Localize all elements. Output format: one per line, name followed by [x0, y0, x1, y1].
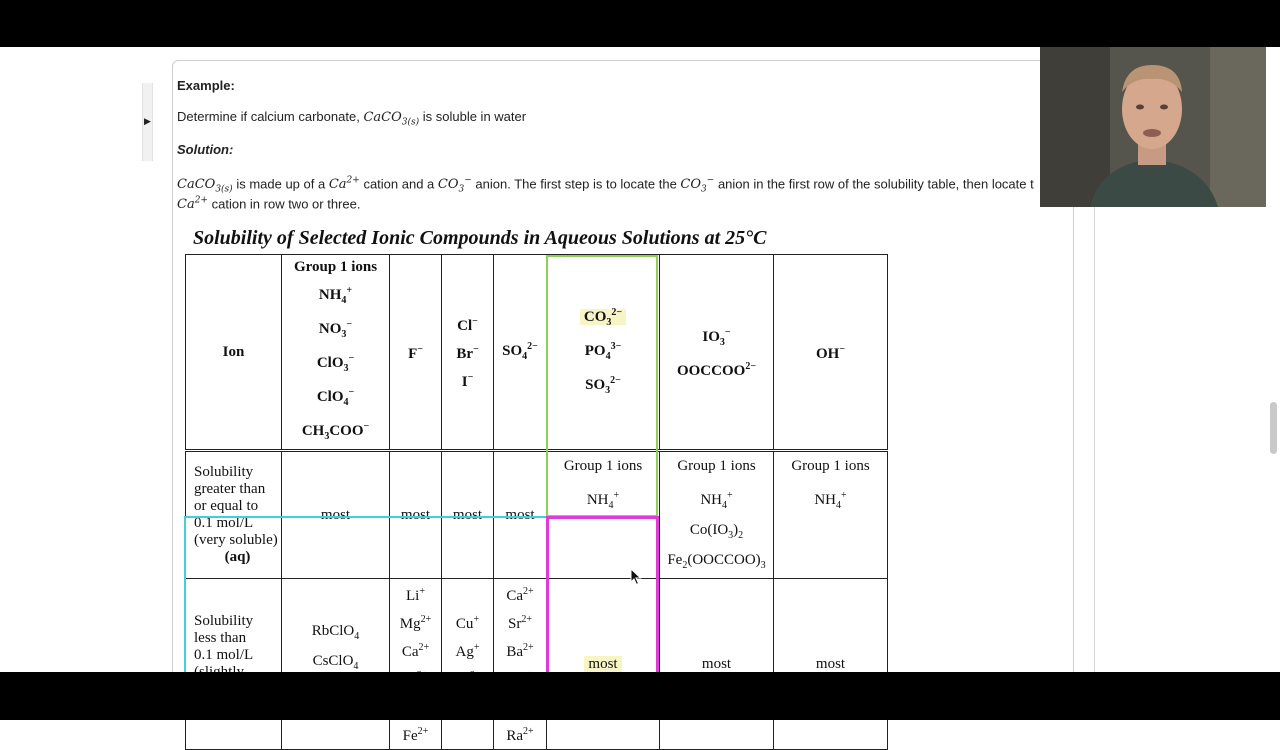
cell-fluoride-slightly-soluble: Li+ $Mg^{2+}$ $Ca^{2+}$ $Fe^{2+}$ [390, 579, 442, 750]
header-fluoride: F− [390, 255, 442, 451]
cell-carbonate-very-soluble: Group 1 ions $NH_4^+$ [547, 451, 660, 579]
cell-most: most [494, 451, 547, 579]
video-letterbox-top [0, 0, 1280, 47]
solution-heading: Solution: [177, 142, 234, 157]
solution-line-1: CaCO$_{3(s)}$ is made up of a $Ca^{2+}$ cation and a $CO_3^-$ anion. The first step is to locate the $CO_3^-$ anion in the first row of the solubility table, then locate t [177, 176, 1034, 195]
sidebar-toggle[interactable] [142, 83, 153, 161]
header-halides: Cl− Br− I− [442, 255, 494, 451]
presenter-video-icon [1040, 47, 1266, 207]
header-hydroxide: OH− [774, 255, 888, 451]
table-title: Solubility of Selected Ionic Compounds in Aqueous Solutions at 25°C [193, 227, 767, 249]
cell-most: most [390, 451, 442, 579]
header-group1-column: Group 1 ions $NH_4^+$ $NO_3^-$ ClO$_3$− ClO$_4$− $CH_3COO^-$ [282, 255, 390, 451]
solution-line-2: $Ca^{2+}$ cation in row two or three. [177, 196, 361, 213]
most-highlight: most [584, 656, 621, 672]
row-label-very-soluble: Solubility greater than or equal to 0.1 mol/L (very soluble) (aq) [186, 451, 282, 579]
cell-group1-slightly-soluble: RbClO$_4$ CsClO$_4$ [282, 579, 390, 750]
header-ion: Ion [186, 255, 282, 451]
row-label-slightly-soluble: Solubility less than 0.1 mol/L [186, 579, 282, 750]
cell-most: most [774, 579, 888, 750]
cell-hydroxide-very-soluble: Group 1 ions $NH_4^+$ [774, 451, 888, 579]
header-carbonate-column: $CO_3^{2-}$ $PO_4^{3-}$ $SO_3^{2-}$ [547, 255, 660, 451]
mouse-cursor-icon [630, 568, 642, 586]
webcam-overlay [1040, 47, 1266, 207]
table-row-very-soluble [186, 451, 888, 579]
scrollbar-thumb[interactable] [1270, 402, 1277, 454]
table-header-row [186, 255, 888, 451]
cell-sulfate-slightly-soluble: $Ca^{2+}$ $Sr^{2+}$ $Ba^{2+}$ $Ra^{2+}$ [494, 579, 547, 750]
video-letterbox-bottom [0, 672, 1280, 720]
cell-most: most [282, 451, 390, 579]
divider [1094, 207, 1095, 672]
cell-carbonate-slightly-soluble [547, 579, 660, 750]
cell-most: most [442, 451, 494, 579]
header-iodate-column: $IO_3^-$ $OOCCOO^{2-}$ [660, 255, 774, 451]
cell-halides-slightly-soluble: Cu+ Ag+ [442, 579, 494, 750]
example-question: Determine if calcium carbonate, CaCO$_{3(s)}$ is soluble in water [177, 109, 527, 128]
cell-iodate-very-soluble: Group 1 ions $NH_4^+$ $Co(IO_3)_2$ $Fe_2(OOCCOO)_3$ [660, 451, 774, 579]
example-heading: Example: [177, 78, 235, 93]
header-sulfate: $SO_4^{2-}$ [494, 255, 547, 451]
caret-right-icon: ▶ [144, 116, 151, 126]
table-row-slightly-soluble [186, 579, 888, 750]
carbonate-highlight: $CO_3^{2-}$ [580, 309, 626, 325]
cell-most: most [660, 579, 774, 750]
